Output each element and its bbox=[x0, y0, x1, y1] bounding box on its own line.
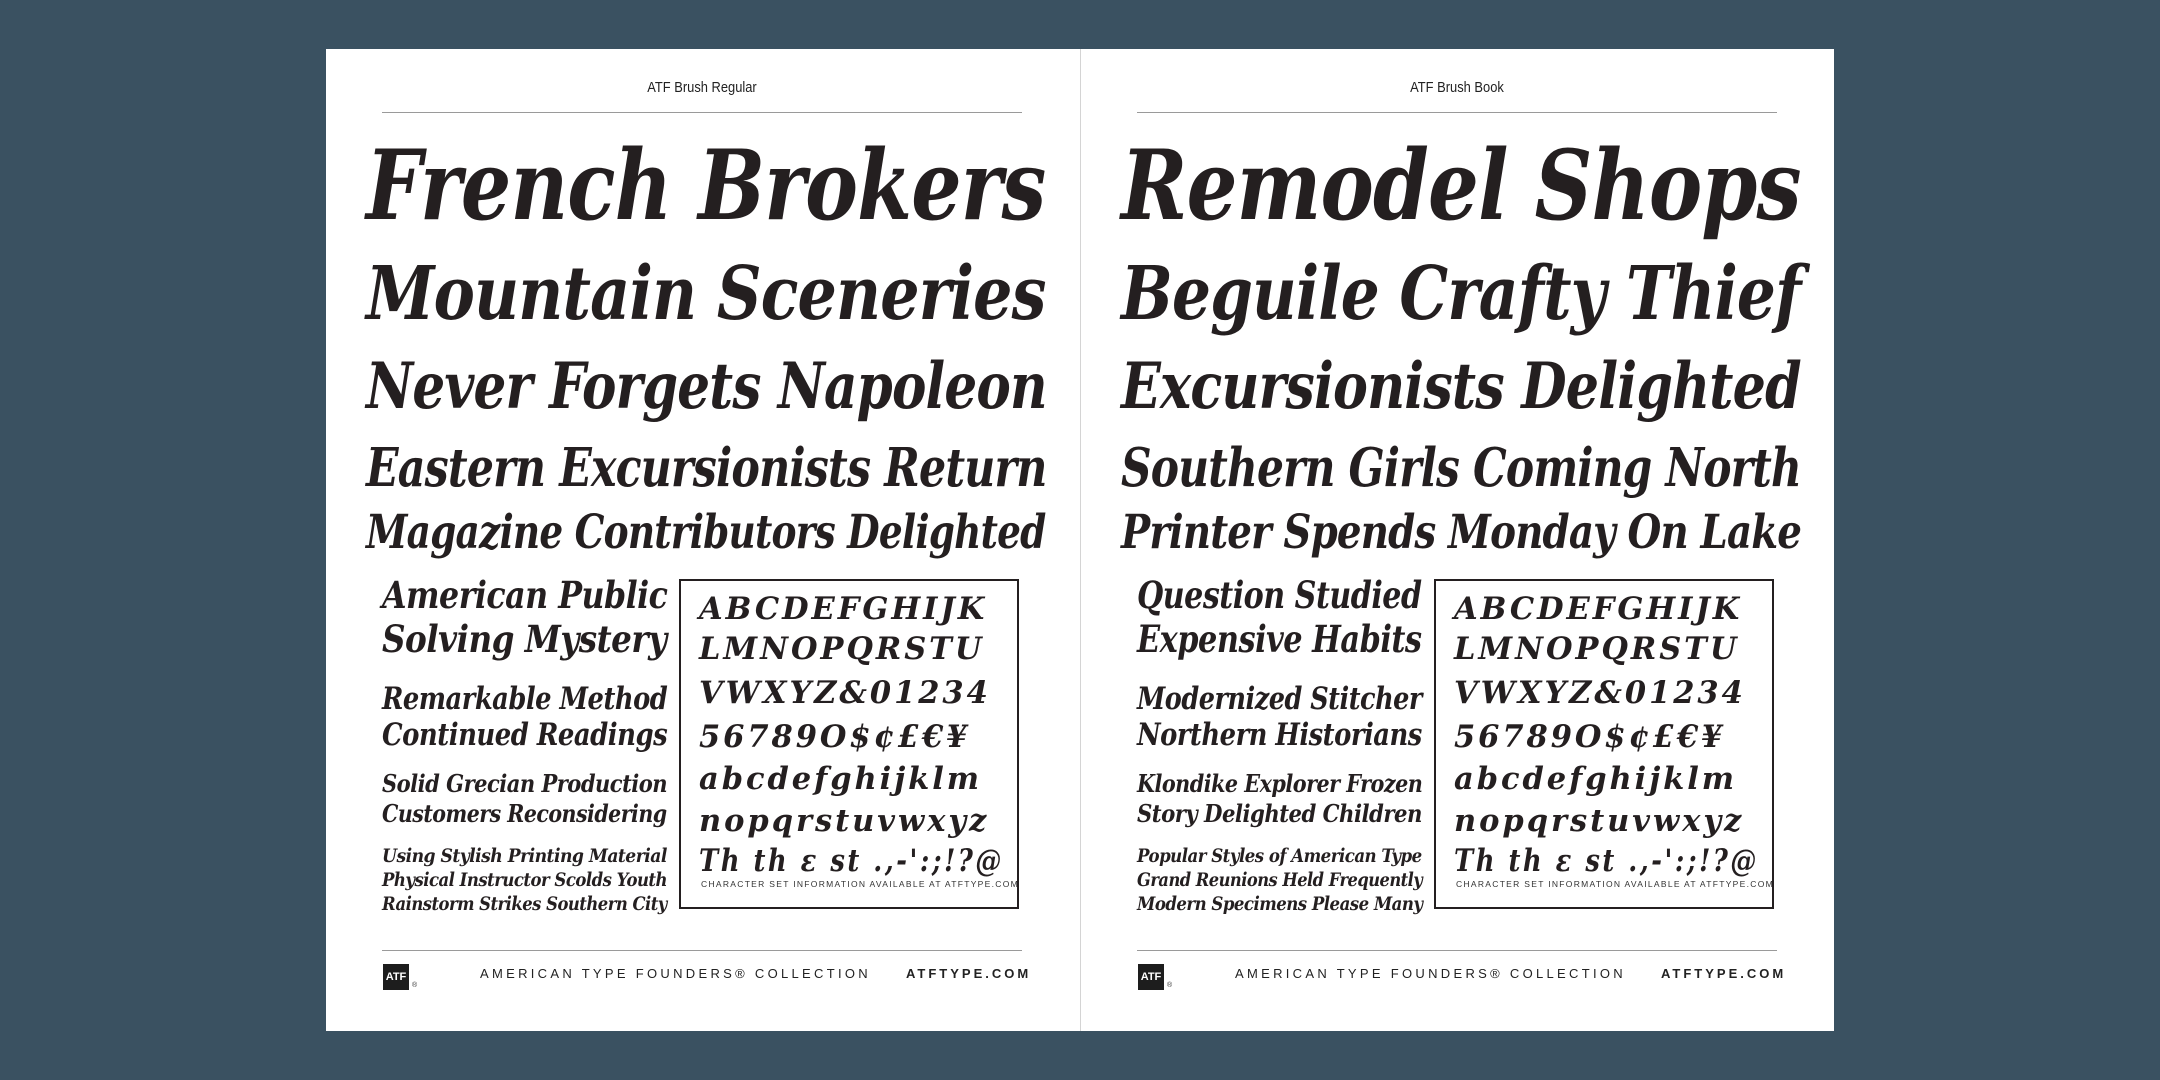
character-set-box bbox=[1434, 579, 1774, 909]
footer-rule bbox=[1137, 950, 1777, 951]
charset-row: VWXYZ&01234 bbox=[699, 675, 991, 711]
charset-row: abcdefghijklm bbox=[699, 761, 983, 797]
specimen-small-line: Solving Mystery bbox=[382, 617, 667, 661]
specimen-small-line: Grand Reunions Held Frequently bbox=[1137, 869, 1423, 891]
charset-row: abcdefghijklm bbox=[1454, 761, 1738, 797]
specimen-small-line: Using Stylish Printing Material bbox=[382, 845, 667, 867]
specimen-small-line: Rainstorm Strikes Southern City bbox=[382, 893, 667, 915]
specimen-line: Remodel Shops bbox=[1121, 129, 1801, 242]
charset-row: 56789O$¢£€¥ bbox=[699, 719, 971, 755]
charset-row: ABCDEFGHIJK bbox=[699, 591, 988, 627]
specimen-small-line: Popular Styles of American Type bbox=[1137, 845, 1422, 867]
specimen-small-line: Modernized Stitcher bbox=[1137, 681, 1422, 717]
footer-website: ATFTYPE.COM bbox=[1661, 966, 1787, 981]
atf-logo: ATF bbox=[1138, 964, 1164, 990]
specimen-line: Eastern Excursionists Return bbox=[366, 437, 1047, 499]
specimen-line: Magazine Contributors Delighted bbox=[366, 505, 1046, 560]
page-title: ATF Brush Regular bbox=[647, 79, 757, 96]
footer-website: ATFTYPE.COM bbox=[906, 966, 1032, 981]
charset-row: 56789O$¢£€¥ bbox=[1454, 719, 1726, 755]
specimen-small-line: Customers Reconsidering bbox=[382, 799, 667, 828]
specimen-line: Never Forgets Napoleon bbox=[366, 349, 1047, 424]
left-page bbox=[326, 49, 1080, 1031]
charset-row: ABCDEFGHIJK bbox=[1454, 591, 1743, 627]
footer-rule bbox=[382, 950, 1022, 951]
specimen-small-line: Expensive Habits bbox=[1137, 617, 1422, 661]
atf-logo: ATF bbox=[383, 964, 409, 990]
charset-row: Th th ɛ st .,-':;!?@ bbox=[699, 843, 1004, 879]
charset-row: nopqrstuvwxyz bbox=[1454, 803, 1745, 839]
charset-note: CHARACTER SET INFORMATION AVAILABLE AT ATFTYPE.COM bbox=[701, 879, 1019, 889]
specimen-line: Beguile Crafty Thief bbox=[1121, 251, 1801, 337]
specimen-small-line: Solid Grecian Production bbox=[382, 769, 668, 798]
specimen-line: Printer Spends Monday On Lake bbox=[1121, 505, 1802, 560]
charset-row: Th th ɛ st .,-':;!?@ bbox=[1454, 843, 1759, 879]
charset-row: LMNOPQRSTU bbox=[1454, 631, 1740, 667]
charset-row: nopqrstuvwxyz bbox=[699, 803, 990, 839]
header-rule bbox=[1137, 112, 1777, 113]
specimen-small-line: Physical Instructor Scolds Youth bbox=[382, 869, 668, 891]
specimen-small-line: Story Delighted Children bbox=[1137, 799, 1422, 828]
right-page bbox=[1081, 49, 1835, 1031]
character-set-box bbox=[679, 579, 1019, 909]
charset-row: VWXYZ&01234 bbox=[1454, 675, 1746, 711]
specimen-line: Mountain Sceneries bbox=[366, 251, 1046, 337]
specimen-line: Southern Girls Coming North bbox=[1121, 437, 1802, 499]
specimen-small-line: American Public bbox=[382, 573, 668, 617]
footer-collection: AMERICAN TYPE FOUNDERS® COLLECTION bbox=[480, 966, 871, 981]
specimen-spread bbox=[326, 49, 1834, 1031]
charset-row: LMNOPQRSTU bbox=[699, 631, 985, 667]
specimen-small-line: Klondike Explorer Frozen bbox=[1137, 769, 1423, 798]
charset-note: CHARACTER SET INFORMATION AVAILABLE AT ATFTYPE.COM bbox=[1456, 879, 1774, 889]
registered-mark: ® bbox=[1167, 982, 1173, 989]
specimen-small-line: Modern Specimens Please Many bbox=[1137, 893, 1423, 915]
specimen-small-line: Continued Readings bbox=[382, 717, 668, 753]
page-title: ATF Brush Book bbox=[1410, 79, 1504, 96]
specimen-small-line: Remarkable Method bbox=[382, 681, 668, 717]
footer-collection: AMERICAN TYPE FOUNDERS® COLLECTION bbox=[1235, 966, 1626, 981]
specimen-small-line: Northern Historians bbox=[1137, 717, 1422, 753]
specimen-line: Excursionists Delighted bbox=[1121, 349, 1801, 424]
registered-mark: ® bbox=[412, 982, 418, 989]
header-rule bbox=[382, 112, 1022, 113]
specimen-small-line: Question Studied bbox=[1137, 573, 1422, 617]
specimen-line: French Brokers bbox=[366, 129, 1046, 242]
